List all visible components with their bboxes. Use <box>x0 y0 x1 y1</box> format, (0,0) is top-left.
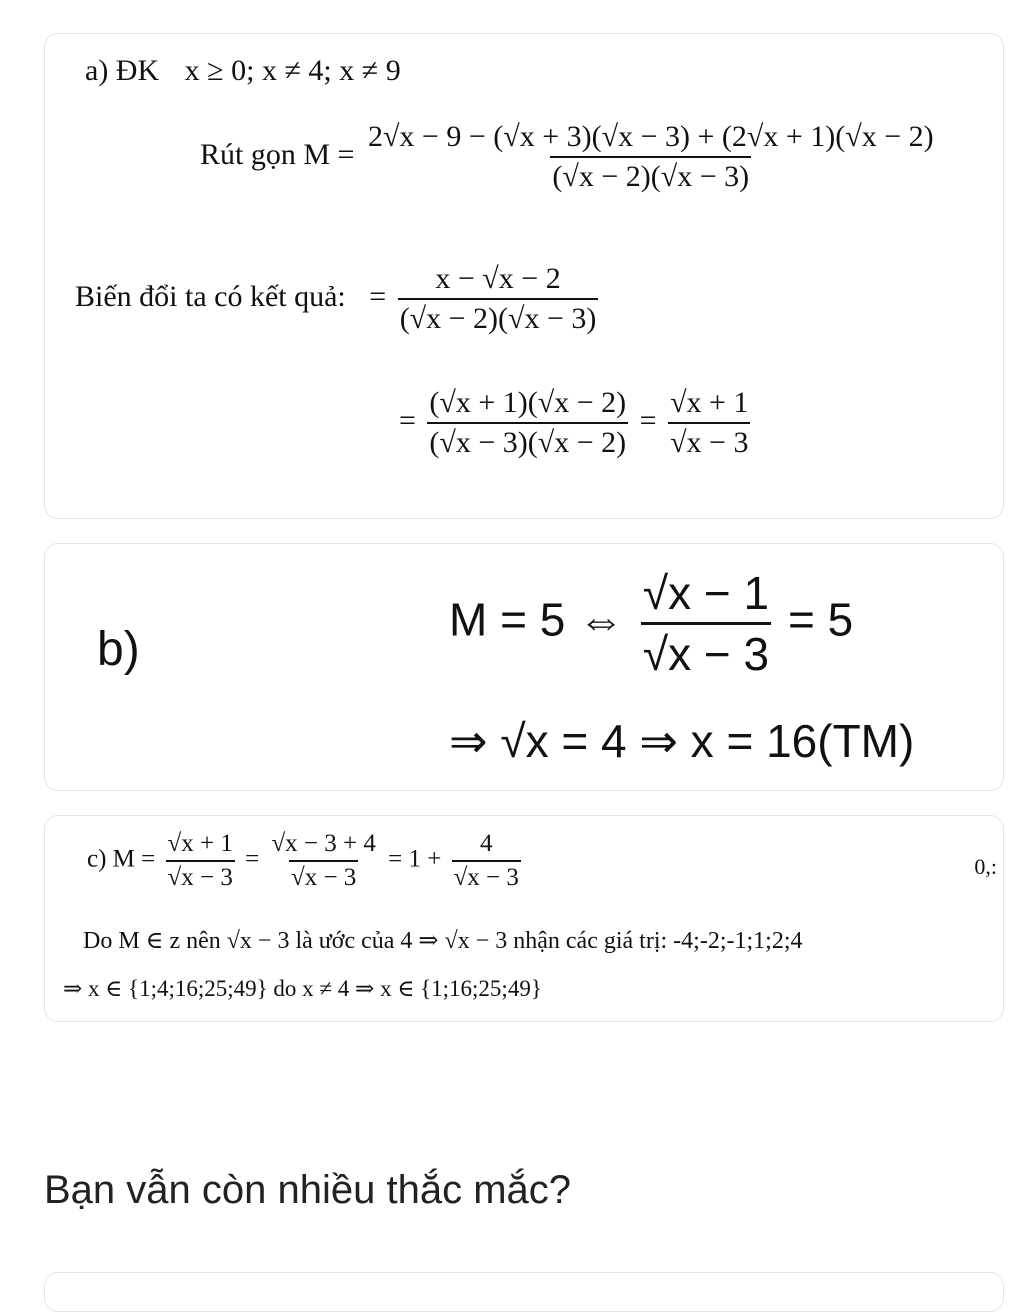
transform-fraction <box>398 262 599 336</box>
part-c-line2: Do M ∈ z nên √x − 3 là ước của 4 ⇒ √x − 3 nhận các giá trị: -4;-2;-1;1;2;4 <box>83 928 803 954</box>
simplify-numerator: 2√x − 9 − (√x + 3)(√x − 3) + (2√x + 1)(√x − 2) <box>367 120 934 153</box>
simplify-label: Rút gọn M = <box>200 137 355 171</box>
part-c-f2-numerator: √x − 3 + 4 <box>271 830 376 857</box>
part-c-score-fragment: 0,: <box>974 854 997 879</box>
part-b-line1-left: M = 5 ⇔ <box>449 593 625 646</box>
simplify-denominator: (√x − 2)(√x − 3) <box>550 156 751 194</box>
part-c-label: c) M = <box>87 845 156 873</box>
result-denominator: √x − 3 <box>668 422 750 460</box>
factored-equation: = $\frac{(√x + 1)(√x - 2)}{(√x - 3)(√x - 2)}$ = $\frac{√x + 1}{√x - 3}$ <box>399 386 749 459</box>
factored-denominator: (√x − 3)(√x − 2) <box>427 422 628 460</box>
part-a-label-line <box>85 54 401 88</box>
part-a-condition: x ≥ 0; x ≠ 4; x ≠ 9 <box>184 54 401 87</box>
part-c-f1-denominator: √x − 3 <box>166 860 235 892</box>
part-c-line3: ⇒ x ∈ {1;4;16;25;49} do x ≠ 4 ⇒ x ∈ {1;16;25;49} <box>63 976 542 1001</box>
part-b-line2: ⇒ √x = 4 ⇒ x = 16(TM) <box>449 715 915 767</box>
part-c-line1: c) M = $\frac{√x + 1}{√x - 3}$ = $\frac{√x - 3 + 4}{√x - 3}$ = 1 + $\frac{4}{√x - 3}$ <box>87 830 519 891</box>
transform-numerator: x − √x − 2 <box>435 262 561 295</box>
factored-numerator: (√x + 1)(√x − 2) <box>429 386 627 419</box>
transform-denominator: (√x − 2)(√x − 3) <box>398 298 599 336</box>
result-numerator: √x + 1 <box>670 386 749 419</box>
part-c-f3-numerator: 4 <box>479 830 493 857</box>
transform-label: Biến đổi ta có kết quả: <box>75 279 346 313</box>
answer-card-part-c <box>44 815 1004 1022</box>
part-c-fraction-1 <box>166 830 235 892</box>
factored-fraction <box>427 386 628 460</box>
answer-card-part-b <box>44 543 1004 791</box>
part-c-middle: = 1 + <box>388 845 442 873</box>
simplify-equation <box>200 120 940 194</box>
part-c-fraction-2 <box>269 830 377 892</box>
simplify-fraction <box>366 120 936 194</box>
part-b-fraction <box>641 566 771 681</box>
part-c-fraction-3 <box>452 830 521 892</box>
part-b-line1-right: = 5 <box>787 593 854 646</box>
next-card-edge <box>44 1272 1004 1312</box>
part-c-f3-denominator: √x − 3 <box>452 860 521 892</box>
part-a-label: a) ĐK <box>85 54 160 87</box>
answer-card-part-a <box>44 33 1004 519</box>
result-fraction <box>668 386 750 460</box>
part-b-label: b) <box>97 623 140 676</box>
part-b-numerator: √x − 1 <box>642 567 770 619</box>
part-b-denominator: √x − 3 <box>641 622 771 681</box>
part-c-f2-denominator: √x − 3 <box>289 860 358 892</box>
part-c-f1-numerator: √x + 1 <box>167 830 233 857</box>
more-questions-heading: Bạn vẫn còn nhiều thắc mắc? <box>44 1168 572 1212</box>
part-b-line1 <box>449 566 853 681</box>
transform-equation: Biến đổi ta có kết quả: = $\frac{x - √x - 2}{(√x - 2)(√x - 3)}$ <box>75 262 597 335</box>
